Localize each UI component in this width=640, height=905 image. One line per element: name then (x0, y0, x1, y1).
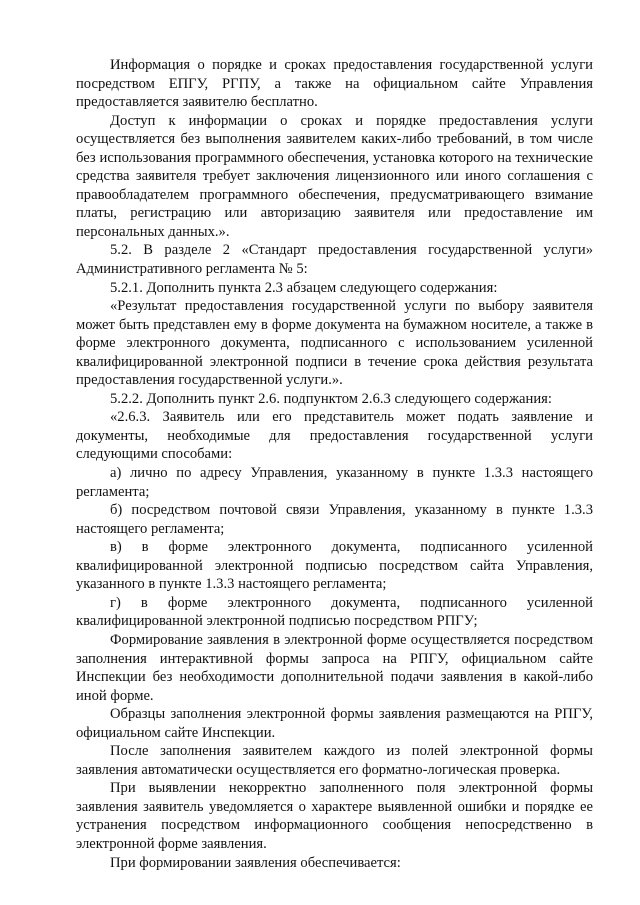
paragraph-info-free: Информация о порядке и сроках предоставления государственной услуги посредством ЕПГУ, РГПУ, а также на официальном сайте Управления предоставляется заявителю бесплатно. (76, 57, 593, 111)
paragraph-5-2-2: 5.2.2. Дополнить пункт 2.6. подпунктом 2.6.3 следующего содержания: (110, 390, 552, 407)
paragraph-result: «Результат предоставления государственной услуги по выбору заявителя может быть представлен ему в форме документа на бумажном носителе, а также в форме электронного документа, подписанного с использованием усиленной квалифицированной электронной подписи в течение срока действия результата предоставления государственной услуги.». (76, 298, 593, 389)
document-page (76, 56, 593, 872)
paragraph-check: После заполнения заявителем каждого из полей электронной формы заявления автоматически осуществляется его форматно-логическая проверка. (76, 743, 593, 778)
paragraph-item-g: г) в форме электронного документа, подписанного усиленной квалифицированной электронной подписью посредством РПГУ; (76, 594, 593, 630)
paragraph-5-2: 5.2. В разделе 2 «Стандарт предоставления государственной услуги» Административного регламента № 5: (76, 242, 593, 278)
paragraph-item-a: а) лично по адресу Управления, указанному в пункте 1.3.3 настоящего регламента; (76, 465, 593, 500)
paragraph-samples: Образцы заполнения электронной формы заявления размещаются на РПГУ, официальном сайте Инспекции. (76, 706, 593, 741)
paragraph-ensured: При формировании заявления обеспечивается: (110, 854, 401, 871)
paragraph-item-b: б) посредством почтовой связи Управления, указанному в пункте 1.3.3 настоящего регламента; (76, 502, 593, 537)
paragraph-item-v: в) в форме электронного документа, подписанного усиленной квалифицированной электронной подписью посредством сайта Управления, указанного в пункте 1.3.3 настоящего регламента; (76, 539, 593, 593)
paragraph-2-6-3: «2.6.3. Заявитель или его представитель может подать заявление и документы, необходимые для предоставления государственной услуги следующими способами: (76, 409, 593, 463)
paragraph-forming: Формирование заявления в электронной форме осуществляется посредством заполнения интерактивной формы запроса на РПГУ, официальном сайте Инспекции без необходимости дополнительной подачи заявления в какой-либо иной форме. (76, 631, 593, 704)
paragraph-5-2-1: 5.2.1. Дополнить пункта 2.3 абзацем следующего содержания: (110, 279, 498, 296)
paragraph-errors: При выявлении некорректно заполненного поля электронной формы заявления заявитель уведомляется о характере выявленной ошибки и порядке ее устранения посредством информационного сообщения непосредственно в электронной форме заявления. (76, 780, 593, 852)
paragraph-access-info: Доступ к информации о сроках и порядке предоставления услуги осуществляется без выполнения заявителем каких-либо требований, в том числе без использования программного обеспечения, установка которого на технические средства заявителя требует заключения лицензионного или иного соглашения с правообладателем программного обеспечения, предусматривающего взимание платы, регистрацию или авторизацию заявителя или предоставление им персональных данных.». (76, 112, 593, 240)
